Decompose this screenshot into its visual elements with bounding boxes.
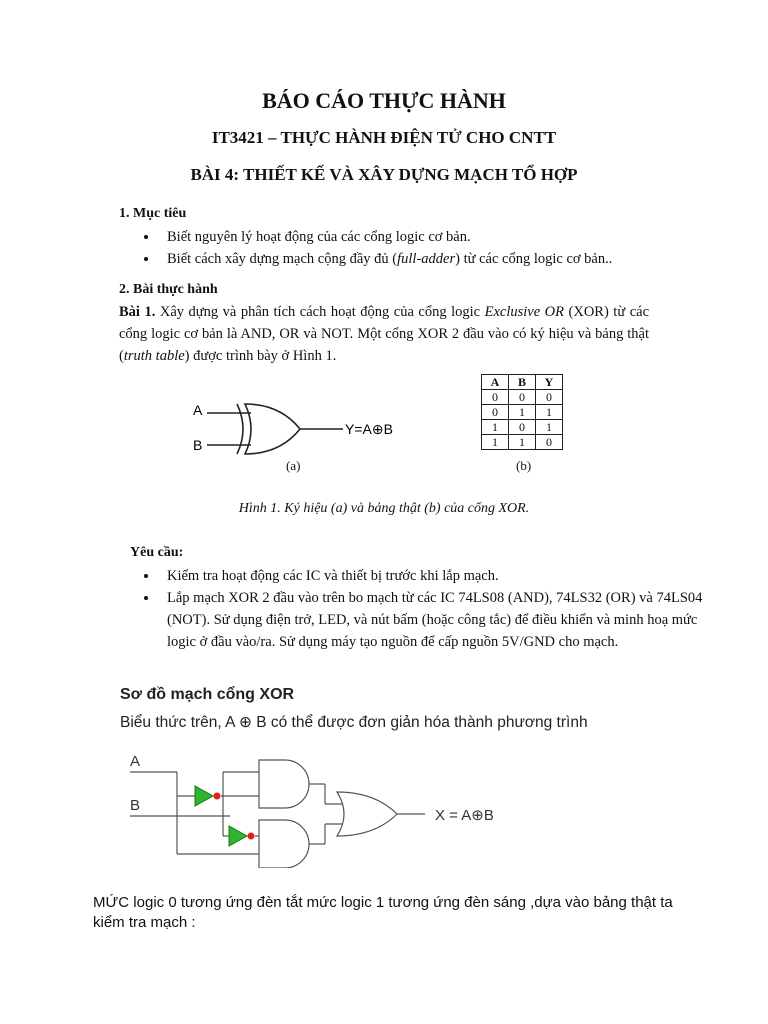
table-cell: 0 (509, 420, 536, 435)
input-a-label: A (193, 402, 203, 418)
xor-expression-text: Biểu thức trên, A ⊕ B có thể được đơn giản hóa thành phương trình (120, 714, 588, 731)
table-cell: 1 (482, 420, 509, 435)
table-cell: 1 (509, 405, 536, 420)
table-cell: Y (536, 375, 563, 390)
table-cell: 1 (536, 420, 563, 435)
output-label: Y=A⊕B (345, 421, 393, 437)
list-item: • Biết nguyên lý hoạt động của các cổng logic cơ bản. (159, 226, 719, 248)
requirements-heading: Yêu cầu: (130, 545, 184, 560)
section2-heading: 2. Bài thực hành (119, 282, 218, 297)
list-item: • Lắp mạch XOR 2 đầu vào trên bo mạch từ các IC 74LS08 (AND), 74LS32 (OR) và 74LS04 (NOT). Sử dụng điện trở, LED, và nút bấm (hoặc công tắc) để điều khiển và minh hoạ mức logic ở đầu vào/ra. Sử dụng máy tạo nguồn để cấp nguồn 5V/GND cho mạch. (159, 587, 704, 653)
lab-title: BÀI 4: THIẾT KẾ VÀ XÂY DỰNG MẠCH TỔ HỢP (190, 165, 578, 184)
table-row (482, 390, 563, 405)
table-cell: A (482, 375, 509, 390)
table-header (482, 375, 563, 390)
figure-b-label: (b) (516, 458, 532, 473)
table-cell: 0 (482, 405, 509, 420)
table-cell: 1 (482, 435, 509, 450)
list-item: • Biết cách xây dựng mạch cộng đầy đủ (full-adder) từ các cổng logic cơ bản.. (159, 248, 719, 270)
document-title: BÁO CÁO THỰC HÀNH (262, 88, 506, 113)
xor-circuit-heading: Sơ đồ mạch cổng XOR (120, 686, 295, 703)
section1-list (119, 226, 719, 270)
course-title: IT3421 – THỰC HÀNH ĐIỆN TỬ CHO CNTT (211, 128, 557, 147)
input-b-label: B (193, 437, 203, 453)
not-bubble-b (248, 833, 255, 840)
table-row (482, 420, 563, 435)
table-cell: 0 (482, 390, 509, 405)
table-cell: 1 (536, 405, 563, 420)
table-cell: 1 (509, 435, 536, 450)
table-cell: 0 (536, 435, 563, 450)
exercise1-paragraph: Bài 1. Xây dựng và phân tích cách hoạt động của cổng logic Exclusive OR (XOR) từ các cổng logic cơ bản là AND, OR và NOT. Một cổng XOR 2 đầu vào có ký hiệu và bảng thật (truth table) được trình bày ở Hình 1. (119, 304, 650, 364)
table-cell: 0 (536, 390, 563, 405)
table-row (482, 405, 563, 420)
not-gate-a (195, 786, 213, 806)
table-cell: B (509, 375, 536, 390)
section1-heading: 1. Mục tiêu (119, 206, 187, 221)
list-item: • Kiểm tra hoạt động các IC và thiết bị trước khi lắp mạch. (159, 565, 704, 587)
circuit-input-b: B (130, 797, 141, 814)
table-row (482, 435, 563, 450)
truth-table (481, 374, 563, 450)
not-gate-b (229, 826, 247, 846)
not-bubble-a (214, 793, 221, 800)
circuit-input-a: A (130, 753, 141, 770)
table-cell: 0 (509, 390, 536, 405)
figure-a-label: (a) (286, 458, 301, 473)
logic-level-note: MỨC logic 0 tương ứng đèn tắt mức logic 1 tương ứng đèn sáng ,dựa vào bảng thật ta kiểm tra mạch : (93, 894, 673, 931)
xor-circuit-diagram (125, 748, 525, 868)
figure-caption: Hình 1. Ký hiệu (a) và bảng thật (b) của cổng XOR. (238, 501, 530, 516)
xor-gate-symbol (185, 396, 425, 456)
circuit-output-label: X = A⊕B (435, 807, 494, 824)
requirements-list (119, 565, 704, 653)
